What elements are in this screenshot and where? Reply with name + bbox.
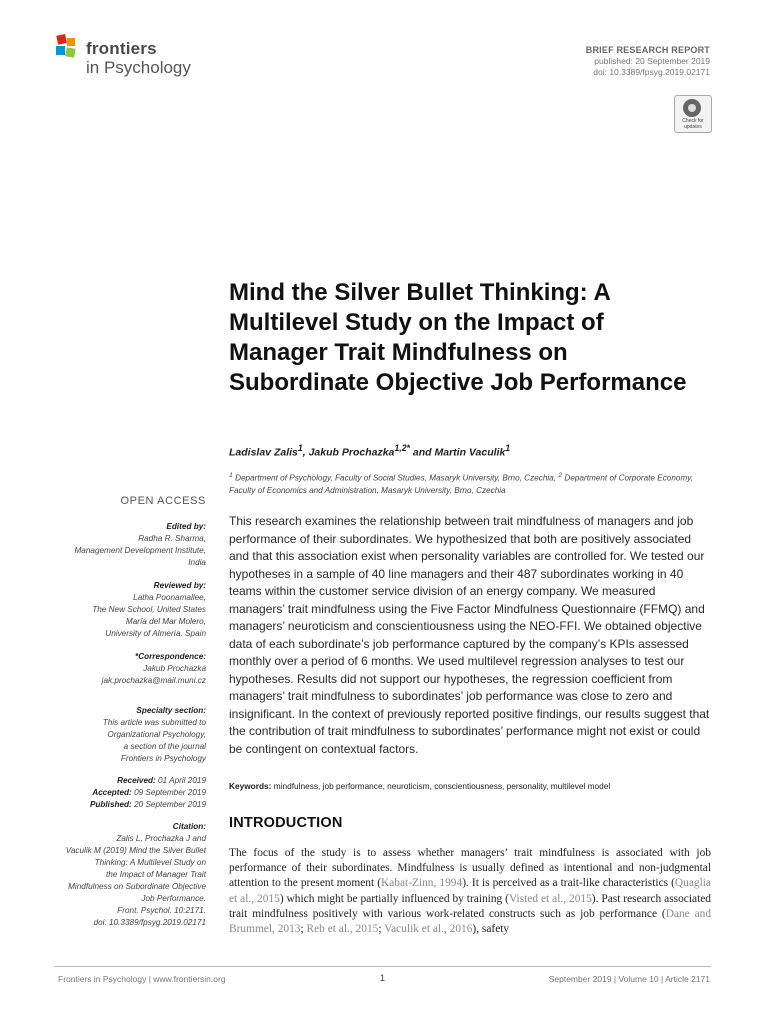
correspondence-section [40, 651, 206, 687]
sidebar-line: Radha R. Sharma, [138, 534, 206, 543]
sidebar-line: Vaculik M (2019) Mind the Silver Bullet [65, 846, 206, 855]
abstract: This research examines the relationship between trait mindfulness of managers and job performance of their subordinates. We hypothesized that both are positively associated and that this association exist when personality variables are controlled for. We tested our hypotheses in a sample of 40 line managers and their 487 subordinates working in 40 teams within the customer service division of an energy company. We measured managers’ trait mindfulness using the Five Factor Mindfulness Questionnaire (FFMQ) and managers’ neuroticism and conscientiousness using the NEO-FFI. We obtained objective data of each subordinate’s job performance captured by the company’s KPIs assessed monthly over a period of 6 months. We used multilevel regression analyses to test our hypotheses. Results did not support our hypotheses, the regression coefficient from managers’ trait mindfulness to subordinates’ job performance was close to zero and insignificant. In the context of previously reported positive findings, our results suggest that the contribution of trait mindfulness to subordinates’ performance might not exist or could be contingent on contextual factors. [229, 514, 710, 756]
keywords [229, 781, 711, 791]
affiliation-mark: 1 [229, 472, 233, 479]
sidebar-line: Thinking: A Multilevel Study on [94, 858, 206, 867]
footer-journal-link[interactable]: Frontiers in Psychology | www.frontiersin.org [58, 974, 226, 984]
affiliation-text: Department of Psychology, Faculty of Social Studies, Masaryk University, Brno, Czechia, [232, 473, 559, 483]
author-list [229, 443, 709, 459]
citation-link[interactable]: Vaculik et al., 2016 [384, 923, 473, 936]
article-type: BRIEF RESEARCH REPORT [585, 45, 710, 55]
author-affiliation-mark: 1 [297, 443, 303, 453]
author-name[interactable]: Ladislav Zalis [229, 446, 298, 459]
reviewed-by-label: Reviewed by: [153, 581, 206, 590]
body-text-run: ), safety [472, 923, 510, 936]
author-affiliation-mark: 1 [505, 443, 511, 453]
sidebar-line: María del Mar Molero, [125, 617, 206, 626]
author-name[interactable]: Jakub Prochazka [308, 446, 395, 459]
sidebar-line: Zalis L, Prochazka J and [116, 834, 206, 843]
article-header-info [586, 45, 710, 78]
body-text-run: ; [300, 923, 307, 936]
check-updates-label: Check for updates [682, 118, 704, 130]
body-text-run: ) which might be partially influenced by training ( [279, 892, 509, 905]
accepted-label: Accepted: [92, 788, 132, 797]
footer-issue-info: September 2019 | Volume 10 | Article 2171 [548, 974, 710, 984]
body-text-run: The focus of the study is to assess whether managers’ trait mindfulness is associated with job performance of their subordinates. Mindfulness is usually defined as intentional and non-judgmental attention to the present moment ( [229, 847, 711, 890]
affiliation-mark: 2 [558, 472, 563, 479]
sidebar-line: India [188, 558, 206, 567]
citation-link[interactable]: Visted et al., 2015 [508, 892, 592, 905]
author-name[interactable]: Martin Vaculik [434, 446, 506, 459]
citation-link[interactable]: Reb et al., 2015 [306, 923, 379, 936]
affiliations [229, 470, 704, 497]
sidebar-line: a section of the journal [123, 742, 206, 751]
sidebar-line: Front. Psychol. 10:2171. [117, 906, 206, 915]
published-date-side: 20 September 2019 [134, 800, 206, 809]
footer-divider [54, 966, 711, 967]
affiliation-text: Department of Corporate Economy, Faculty of Economics and Administration, Masaryk University, Brno, Czechia [229, 473, 694, 495]
edited-by-label: Edited by: [166, 522, 206, 531]
received-date: 01 April 2019 [158, 776, 206, 785]
citation-label: Citation: [172, 822, 206, 831]
body-text-run: ). It is perceived as a trait-like characteristics ( [462, 877, 675, 890]
sidebar-line: Mindfulness on Subordinate Objective [68, 882, 206, 891]
sidebar-line: Job Performance. [141, 894, 206, 903]
journal-logo [54, 34, 204, 82]
dates-section [40, 775, 206, 811]
article-title: Mind the Silver Bullet Thinking: A Multilevel Study on the Impact of Manager Trait Mindfulness on Subordinate Objective Job Performance [229, 279, 687, 396]
check-for-updates-badge[interactable] [674, 95, 712, 133]
correspondence-label: *Correspondence: [135, 652, 206, 661]
published-label: Published: [89, 800, 132, 809]
edited-by-section [40, 521, 206, 569]
check-updates-icon [683, 99, 701, 117]
citation-link[interactable]: Quaglia et al., 2015 [229, 877, 711, 905]
author-separator: and [409, 446, 435, 459]
journal-name-line1: frontiers [86, 39, 157, 58]
published-date: published: 20 September 2019 [594, 56, 710, 66]
citation-link[interactable]: Dane and Brummel, 2013 [229, 907, 712, 936]
page-number: 1 [380, 973, 386, 983]
sidebar-line: the Impact of Manager Trait [106, 870, 206, 879]
citation-section [40, 821, 206, 929]
sidebar-line: University of Almería, Spain [105, 629, 206, 638]
citation-doi[interactable]: doi: 10.3389/fpsyg.2019.02171 [93, 918, 206, 927]
sidebar-line: Organizational Psychology, [107, 730, 206, 739]
frontiers-logo-icon [54, 34, 82, 62]
citation-link[interactable]: Kabat-Zinn, 1994 [381, 877, 463, 890]
sidebar-line: Jakub Prochazka [143, 664, 206, 673]
author-separator: , [302, 446, 309, 459]
received-label: Received: [117, 776, 156, 785]
introduction-paragraph [229, 846, 711, 937]
specialty-section [40, 705, 206, 765]
correspondence-email[interactable]: jak.prochazka@mail.muni.cz [101, 676, 206, 685]
article-doi[interactable]: doi: 10.3389/fpsyg.2019.02171 [593, 67, 710, 77]
sidebar-line: Frontiers in Psychology [120, 754, 206, 763]
keywords-label: Keywords: [229, 781, 272, 791]
journal-name-line2: in Psychology [86, 58, 191, 77]
sidebar-line: Latha Poonamallee, [133, 593, 206, 602]
reviewed-by-section [40, 580, 206, 640]
sidebar-line: The New School, United States [92, 605, 206, 614]
body-text-run: ; [378, 923, 385, 936]
open-access-label: OPEN ACCESS [120, 495, 206, 507]
keywords-text: mindfulness, job performance, neuroticism, conscientiousness, personality, multilevel model [271, 781, 611, 791]
specialty-label: Specialty section: [136, 706, 206, 715]
author-affiliation-mark: 1,2* [394, 443, 410, 453]
sidebar-line: Management Development Institute, [74, 546, 206, 555]
body-text-run: ). Past research associated trait mindfulness positively with various work-related constructs such as job performance ( [229, 892, 711, 920]
sidebar-line: This article was submitted to [102, 718, 206, 727]
accepted-date: 09 September 2019 [134, 788, 206, 797]
introduction-heading: INTRODUCTION [229, 815, 343, 831]
